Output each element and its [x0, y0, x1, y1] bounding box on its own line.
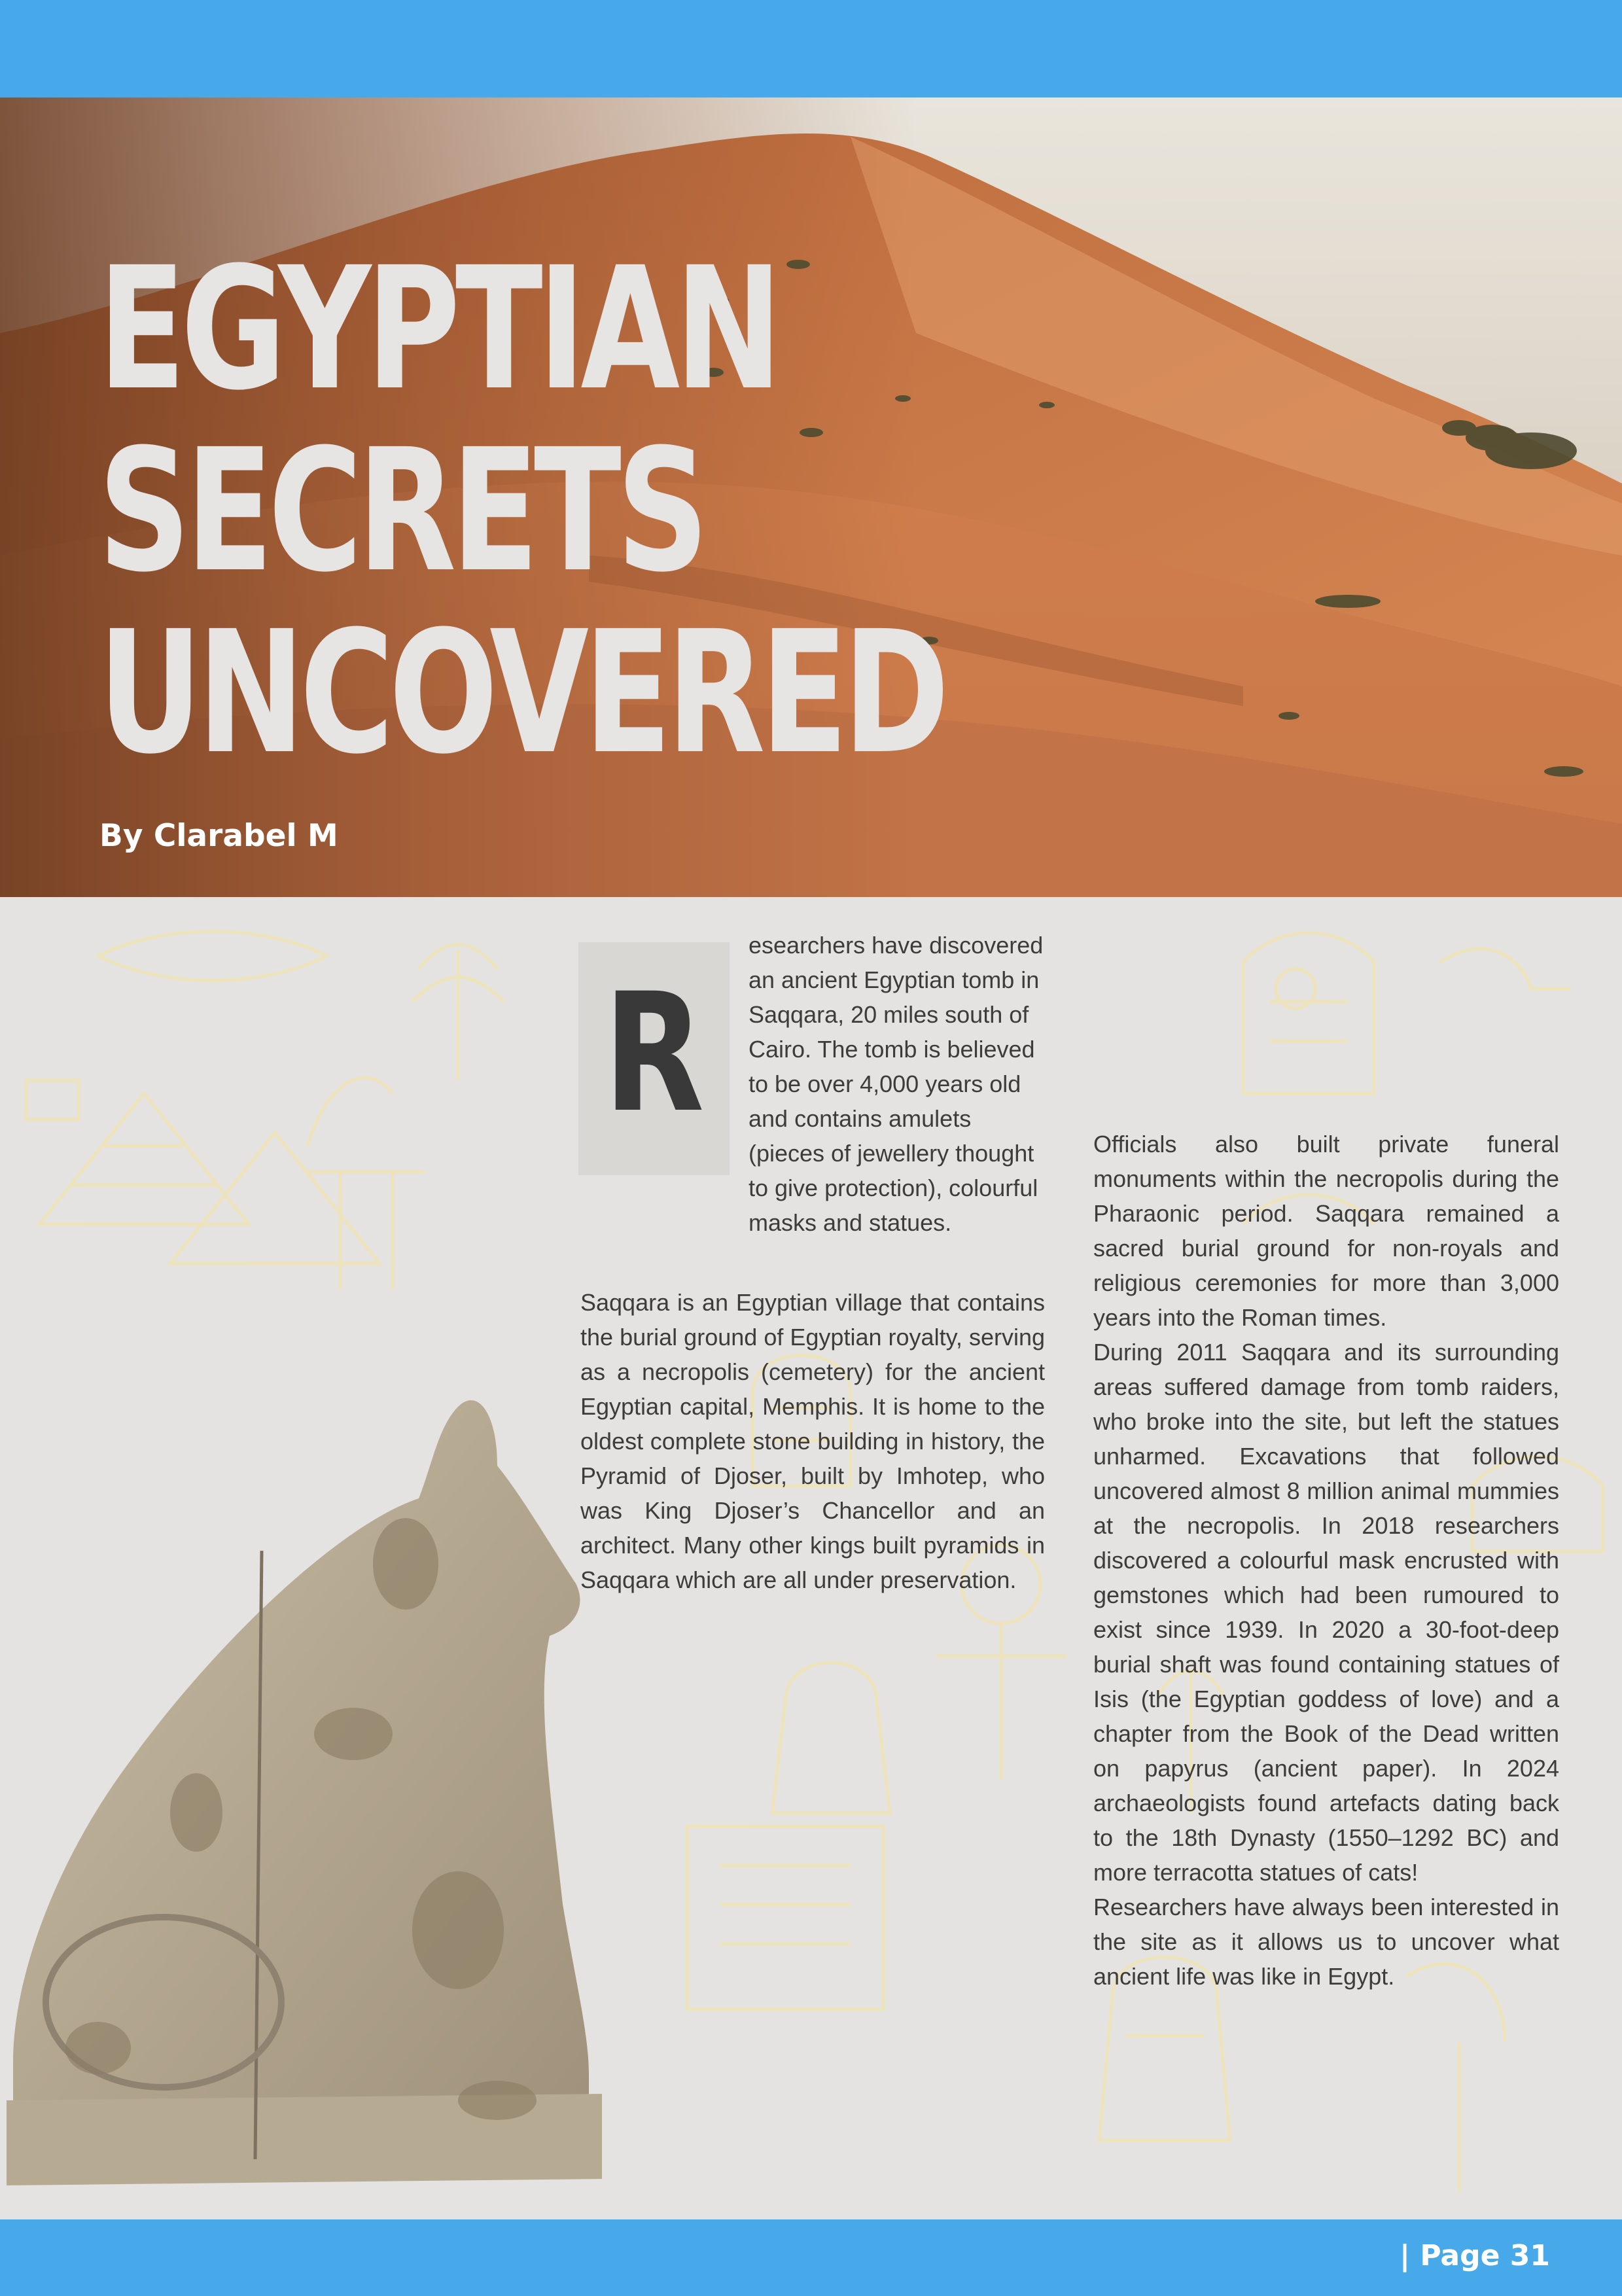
article-column-left	[580, 1285, 1045, 1597]
headline-line-1: EGYPTIAN	[98, 231, 778, 427]
page-number: | Page 31	[1399, 2239, 1550, 2272]
dropcap-letter: R	[603, 958, 705, 1148]
bottom-color-band	[0, 2219, 1622, 2296]
paragraph-researchers: Researchers have always been interested in the site as it allows us to uncover what ancient life was like in Egypt.	[1093, 1894, 1559, 1990]
intro-text: esearchers have discovered an ancient Egyptian tomb in Saqqara, 20 miles south of Cairo. The tomb is believed to be over 4,000 years old and contains amulets (pieces of jewellery thought to give protection), colourful masks and statues.	[749, 932, 1044, 1236]
top-color-band	[0, 0, 1622, 97]
headline-line-3: UNCOVERED	[98, 595, 945, 791]
article-headline	[98, 231, 945, 791]
article-column-right	[1093, 1127, 1559, 1994]
hero-desert-photo	[0, 97, 1622, 897]
paragraph-excavations: During 2011 Saqqara and its surrounding areas suffered damage from tomb raiders, who broke into the site, but left the statues unharmed. Excavations that followed uncovered almost 8 million animal mummies at the necropolis. In 2018 researchers discovered a colourful mask encrusted with gemstones which had been rumoured to exist since 1939. In 2020 a 30-foot-deep burial shaft was found containing statues of Isis (the Egyptian goddess of love) and a chapter from the Book of the Dead written on papyrus (ancient paper). In 2024 archaeologists found artefacts dating back to the 18th Dynasty (1550–1292 BC) and more terracotta statues of cats!	[1093, 1339, 1559, 1886]
paragraph-officials: Officials also built private funeral monuments within the necropolis during the Pharaonic period. Saqqara remained a sacred burial ground for non-royals and religious ceremonies for more than 3,000 years into the Roman times.	[1093, 1131, 1559, 1331]
author-byline: By Clarabel M	[99, 818, 338, 854]
paragraph-saqqara: Saqqara is an Egyptian village that contains the burial ground of Egyptian royalty, serving as a necropolis (cemetery) for the ancient Egyptian capital, Memphis. It is home to the oldest complete stone building in history, the Pyramid of Djoser, built by Imhotep, who was King Djoser’s Chancellor and an architect. Many other kings built pyramids in Saqqara which are all under preservation.	[580, 1289, 1045, 1593]
cat-statue-photo	[0, 1394, 615, 2205]
intro-paragraph	[749, 928, 1046, 1240]
headline-line-2: SECRETS	[98, 413, 704, 609]
